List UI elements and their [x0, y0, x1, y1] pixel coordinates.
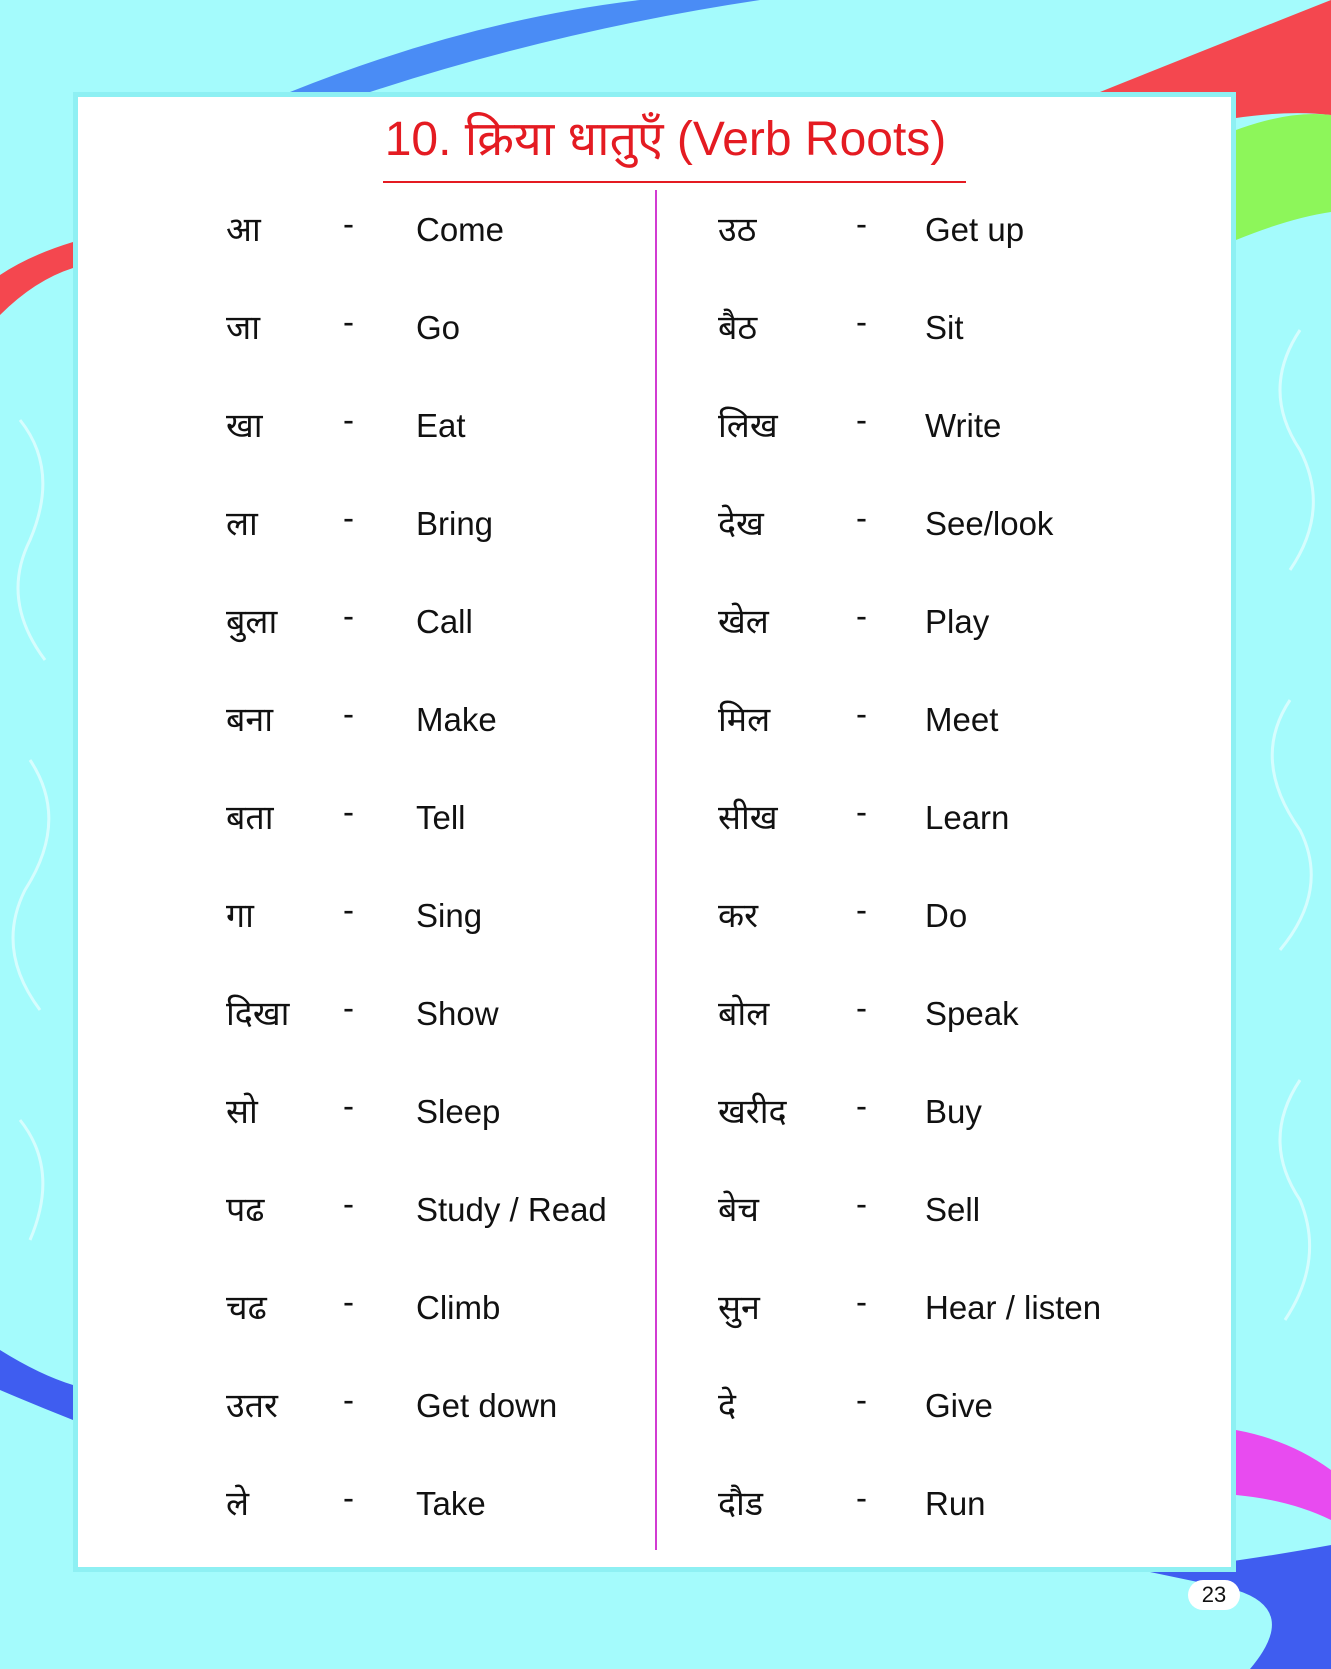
- hindi-root: जा: [226, 308, 261, 348]
- english-meaning: Go: [416, 309, 461, 346]
- verb-row: [718, 1283, 1138, 1381]
- english-meaning: Meet: [925, 701, 999, 738]
- english-meaning: Speak: [925, 995, 1019, 1032]
- hindi-root: चढ: [226, 1288, 267, 1328]
- hindi-root: दिखा: [226, 994, 290, 1034]
- verb-row: [226, 1479, 646, 1577]
- verb-row: [718, 303, 1138, 401]
- english-meaning: Buy: [925, 1093, 982, 1130]
- separator-dash: -: [856, 989, 867, 1026]
- english-meaning: Give: [925, 1387, 993, 1424]
- verb-row: [226, 303, 646, 401]
- verb-row: [226, 891, 646, 989]
- verb-row: [226, 989, 646, 1087]
- english-meaning: Learn: [925, 799, 1010, 836]
- separator-dash: -: [856, 1479, 867, 1516]
- hindi-root: बता: [226, 798, 274, 838]
- verb-row: [718, 1381, 1138, 1479]
- title-underline: [383, 181, 966, 183]
- english-meaning: Sleep: [416, 1093, 501, 1130]
- separator-dash: -: [343, 989, 354, 1026]
- english-meaning: Tell: [416, 799, 466, 836]
- hindi-root: बेच: [718, 1190, 760, 1230]
- hindi-root: मिल: [718, 700, 771, 740]
- hindi-root: गा: [226, 896, 254, 936]
- hindi-root: आ: [226, 210, 261, 250]
- ribbon-blue-left: [0, 1350, 73, 1420]
- hindi-root: सो: [226, 1092, 258, 1132]
- english-meaning: Take: [416, 1485, 486, 1522]
- separator-dash: -: [856, 793, 867, 830]
- separator-dash: -: [856, 1185, 867, 1222]
- english-meaning: Sell: [925, 1191, 981, 1228]
- separator-dash: -: [343, 1087, 354, 1124]
- hindi-root: पढ: [226, 1190, 265, 1230]
- separator-dash: -: [343, 303, 354, 340]
- verb-row: [718, 205, 1138, 303]
- separator-dash: -: [343, 793, 354, 830]
- hindi-root: दौड: [718, 1484, 764, 1524]
- ribbon-blue-top: [290, 0, 760, 92]
- separator-dash: -: [343, 401, 354, 438]
- separator-dash: -: [856, 303, 867, 340]
- separator-dash: -: [343, 499, 354, 536]
- separator-dash: -: [343, 1381, 354, 1418]
- hindi-root: खा: [226, 406, 263, 446]
- verb-row: [226, 401, 646, 499]
- english-meaning: Call: [416, 603, 473, 640]
- hindi-root: ले: [226, 1484, 250, 1524]
- english-meaning: See/look: [925, 505, 1054, 542]
- english-meaning: Sing: [416, 897, 483, 934]
- english-meaning: Get down: [416, 1387, 558, 1424]
- separator-dash: -: [343, 205, 354, 242]
- hindi-root: बोल: [718, 994, 770, 1034]
- page-number: 23: [1188, 1580, 1240, 1610]
- english-meaning: Hear / listen: [925, 1289, 1102, 1326]
- english-meaning: Sit: [925, 309, 964, 346]
- verb-row: [718, 695, 1138, 793]
- hindi-root: बुला: [226, 602, 278, 642]
- separator-dash: -: [343, 695, 354, 732]
- hindi-root: खरीद: [718, 1092, 787, 1132]
- english-meaning: Run: [925, 1485, 986, 1522]
- verb-row: [226, 597, 646, 695]
- english-meaning: Play: [925, 603, 990, 640]
- hindi-root: ला: [226, 504, 258, 544]
- verb-row: [718, 891, 1138, 989]
- english-meaning: Do: [925, 897, 968, 934]
- verb-row: [226, 205, 646, 303]
- ribbon-magenta-right: [1236, 1430, 1331, 1520]
- verb-row: [718, 1185, 1138, 1283]
- separator-dash: -: [856, 1087, 867, 1124]
- right-column: [718, 205, 1138, 1577]
- english-meaning: Make: [416, 701, 497, 738]
- hindi-root: सीख: [718, 798, 778, 838]
- separator-dash: -: [343, 1283, 354, 1320]
- verb-row: [718, 597, 1138, 695]
- english-meaning: Bring: [416, 505, 494, 542]
- hindi-root: बना: [226, 700, 274, 740]
- english-meaning: Write: [925, 407, 1002, 444]
- separator-dash: -: [856, 891, 867, 928]
- separator-dash: -: [856, 695, 867, 732]
- hindi-root: दे: [718, 1386, 737, 1426]
- hindi-root: उठ: [718, 210, 757, 250]
- separator-dash: -: [856, 1381, 867, 1418]
- hindi-root: लिख: [718, 406, 778, 446]
- verb-row: [718, 401, 1138, 499]
- verb-row: [718, 1087, 1138, 1185]
- separator-dash: -: [343, 891, 354, 928]
- page-title: 10. क्रिया धातुएँ (Verb Roots): [384, 113, 947, 166]
- hindi-root: सुन: [718, 1288, 760, 1328]
- hindi-root: कर: [718, 896, 759, 936]
- left-column: [226, 205, 646, 1577]
- english-meaning: Show: [416, 995, 499, 1032]
- verb-row: [226, 1283, 646, 1381]
- english-meaning: Eat: [416, 407, 466, 444]
- separator-dash: -: [856, 499, 867, 536]
- ribbon-red-left: [0, 242, 73, 315]
- separator-dash: -: [343, 1185, 354, 1222]
- hindi-root: देख: [718, 504, 764, 544]
- separator-dash: -: [856, 205, 867, 242]
- separator-dash: -: [856, 401, 867, 438]
- verb-row: [718, 1479, 1138, 1577]
- column-divider: [655, 190, 657, 1550]
- separator-dash: -: [343, 1479, 354, 1516]
- hindi-root: खेल: [718, 602, 769, 642]
- separator-dash: -: [856, 1283, 867, 1320]
- verb-row: [226, 1087, 646, 1185]
- verb-row: [718, 989, 1138, 1087]
- verb-row: [226, 695, 646, 793]
- english-meaning: Study / Read: [416, 1191, 607, 1228]
- verb-row: [226, 793, 646, 891]
- hindi-root: बैठ: [718, 308, 758, 348]
- verb-row: [226, 499, 646, 597]
- verb-row: [718, 499, 1138, 597]
- separator-dash: -: [856, 597, 867, 634]
- english-meaning: Get up: [925, 211, 1025, 248]
- english-meaning: Climb: [416, 1289, 501, 1326]
- english-meaning: Come: [416, 211, 505, 248]
- verb-row: [226, 1381, 646, 1479]
- verb-row: [718, 793, 1138, 891]
- hindi-root: उतर: [226, 1386, 278, 1426]
- verb-row: [226, 1185, 646, 1283]
- separator-dash: -: [343, 597, 354, 634]
